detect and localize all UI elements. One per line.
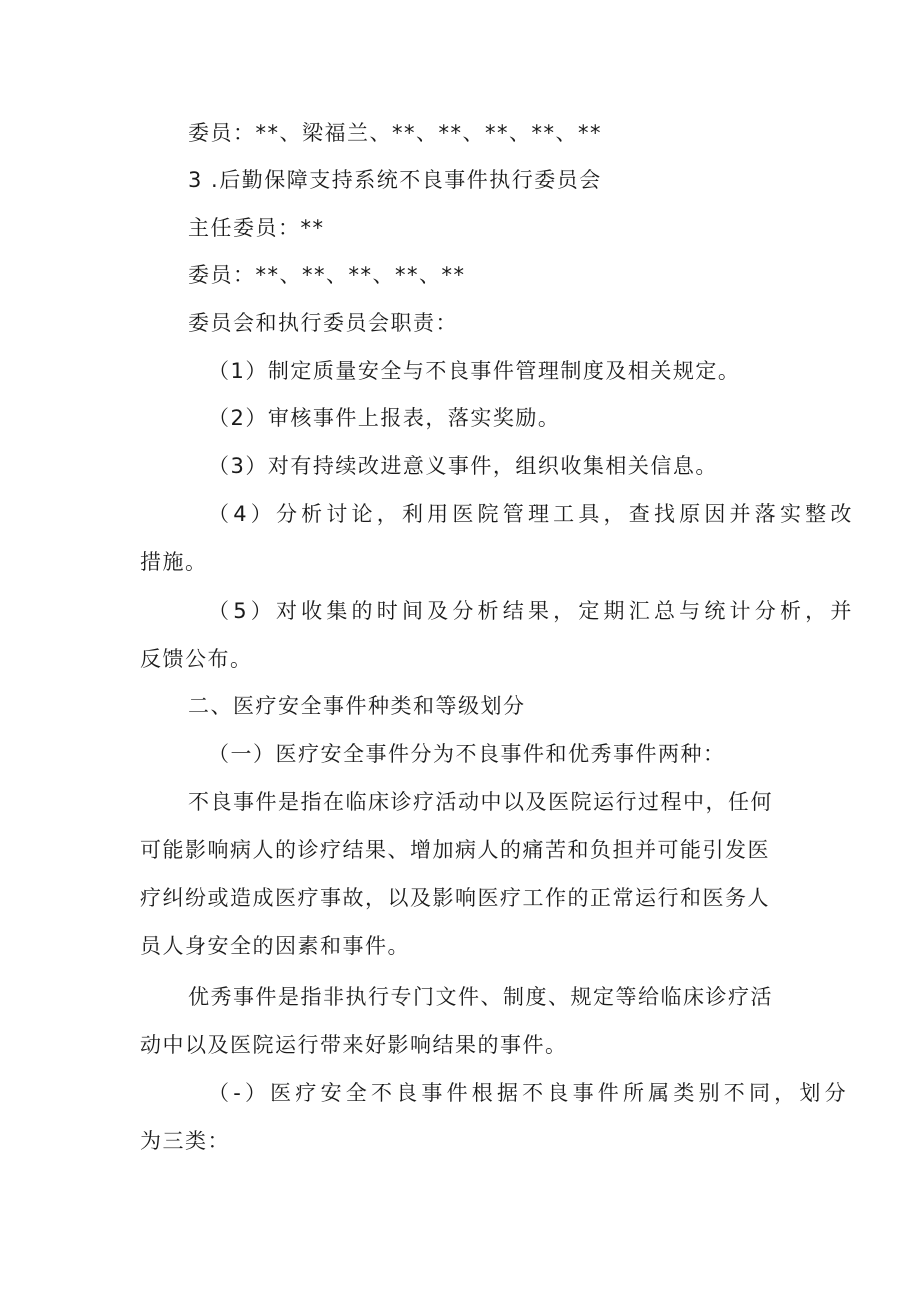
duties-heading: 委员会和执行委员会职责： xyxy=(188,311,458,335)
chair-member-line: 主任委员：** xyxy=(188,216,325,240)
duty-item-2: （2）审核事件上报表，落实奖励。 xyxy=(208,406,561,430)
subsection-heading-2-cont: 为三类： xyxy=(140,1129,230,1153)
section-heading-2: 二、医疗安全事件种类和等级划分 xyxy=(188,694,526,718)
duty-item-3: （3）对有持续改进意义事件，组织收集相关信息。 xyxy=(208,454,718,478)
paragraph-excellent-line-2: 动中以及医院运行带来好影响结果的事件。 xyxy=(140,1033,568,1057)
section-heading-logistics: 3 .后勤保障支持系统不良事件执行委员会 xyxy=(188,168,602,192)
duty-item-4: （4）分析讨论，利用医院管理工具，查找原因并落实整改 xyxy=(208,502,856,526)
subsection-heading-1: （一）医疗安全事件分为不良事件和优秀事件两种： xyxy=(208,742,726,766)
duty-item-4-cont: 措施。 xyxy=(140,550,208,574)
paragraph-excellent-line-1: 优秀事件是指非执行专门文件、制度、规定等给临床诊疗活 xyxy=(188,985,773,1009)
duty-item-5-cont: 反馈公布。 xyxy=(140,647,253,671)
paragraph-adverse-line-4: 员人身安全的因素和事件。 xyxy=(140,934,410,958)
members-line-2: 委员：**、**、**、**、** xyxy=(188,263,466,287)
paragraph-adverse-line-1: 不良事件是指在临床诊疗活动中以及医院运行过程中，任何 xyxy=(188,790,773,814)
paragraph-adverse-line-3: 疗纠纷或造成医疗事故，以及影响医疗工作的正常运行和医务人 xyxy=(140,886,770,910)
duty-item-5: （5）对收集的时间及分析结果，定期汇总与统计分析，并 xyxy=(208,599,856,623)
duty-item-1: （1）制定质量安全与不良事件管理制度及相关规定。 xyxy=(208,359,741,383)
paragraph-adverse-line-2: 可能影响病人的诊疗结果、增加病人的痛苦和负担并可能引发医 xyxy=(140,838,770,862)
members-line-1: 委员：**、梁福兰、**、**、**、**、** xyxy=(188,121,602,145)
subsection-heading-2: （-）医疗安全不良事件根据不良事件所属类别不同，划分 xyxy=(208,1081,850,1105)
